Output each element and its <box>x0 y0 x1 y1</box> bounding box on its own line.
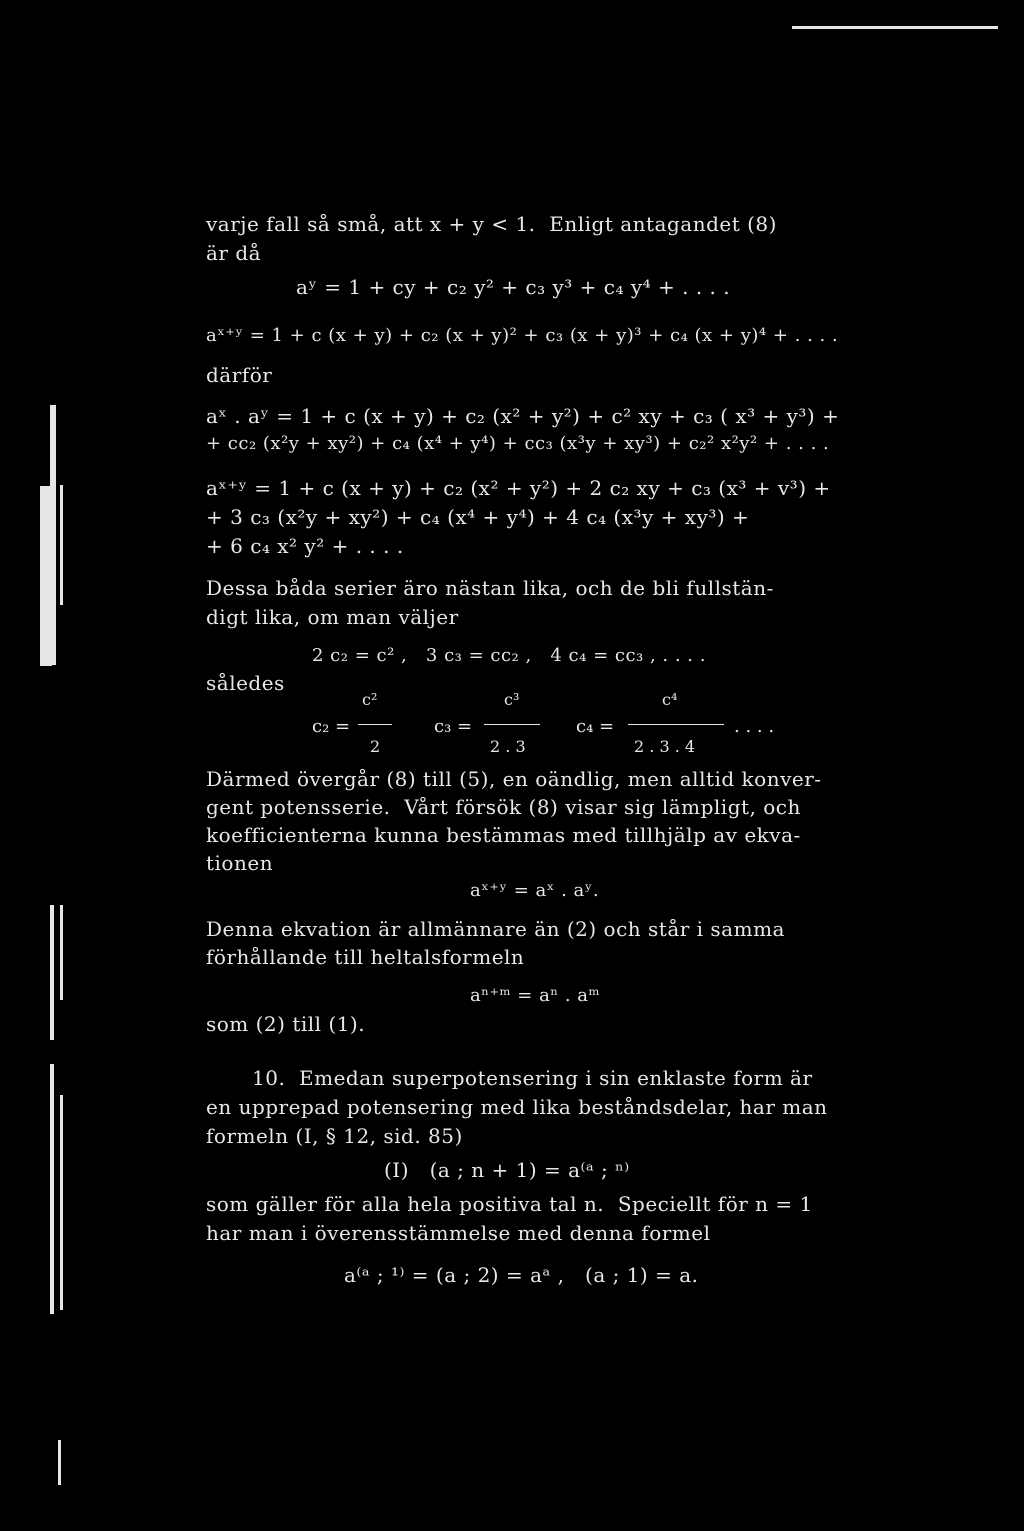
margin-bar-6 <box>50 1064 54 1314</box>
fraction-1-bar <box>358 724 392 725</box>
paragraph-denna-1: Denna ekvation är allmännare än (2) och står i samma <box>206 917 785 941</box>
paragraph-denna-2: förhållande till heltalsformeln <box>206 945 525 969</box>
text-line-1: varje fall så små, att x + y < 1. Enligt antagandet (8) <box>206 212 777 236</box>
text-darfor: därför <box>206 363 273 387</box>
fraction-1-denominator: 2 <box>370 737 381 756</box>
fraction-2-numerator: c³ <box>504 690 520 709</box>
paragraph-darmed-3: koefficienterna kunna bestämmas med tillhjälp av ekva- <box>206 823 801 847</box>
equation-sum-line-3: + 6 c₄ x² y² + . . . . <box>206 534 404 558</box>
equation-special-case: a⁽ᵃ ; ¹⁾ = (a ; 2) = aᵃ , (a ; 1) = a. <box>344 1263 699 1287</box>
paragraph-dessa-2: digt lika, om man väljer <box>206 605 459 629</box>
fraction-3-denominator: 2 . 3 . 4 <box>634 737 696 756</box>
paragraph-darmed-1: Därmed övergår (8) till (5), en oändlig, men alltid konver- <box>206 767 822 791</box>
equation-superpotens: (I) (a ; n + 1) = a⁽ᵃ ; ⁿ⁾ <box>384 1158 630 1182</box>
paragraph-som-1: som gäller för alla hela positiva tal n. Speciellt för n = 1 <box>206 1192 813 1216</box>
fraction-3-bar <box>628 724 724 725</box>
fraction-3-lhs: c₄ = <box>576 716 615 737</box>
equation-product-line-2: + cc₂ (x²y + xy²) + c₄ (x⁴ + y⁴) + cc₃ (x³y + xy³) + c₂² x²y² + . . . . <box>206 433 830 454</box>
text-line-2: är då <box>206 241 262 265</box>
fraction-1-numerator: c² <box>362 690 378 709</box>
paragraph-som-2: har man i överensstämmelse med denna formel <box>206 1221 711 1245</box>
paragraph-darmed-2: gent potensserie. Vårt försök (8) visar sig lämpligt, och <box>206 795 801 819</box>
margin-bar-4 <box>50 905 54 1040</box>
fraction-3-numerator: c⁴ <box>662 690 678 709</box>
equation-sum-line-1: aˣ⁺ʸ = 1 + c (x + y) + c₂ (x² + y²) + 2 c₂ xy + c₃ (x³ + v³) + <box>206 476 831 500</box>
equation-ay: aʸ = 1 + cy + c₂ y² + c₃ y³ + c₄ y⁴ + . . . . <box>296 275 731 299</box>
equation-integer-formula: aⁿ⁺ᵐ = aⁿ . aᵐ <box>470 985 601 1006</box>
margin-bar-5 <box>60 905 63 1000</box>
paragraph-denna-3: som (2) till (1). <box>206 1012 366 1036</box>
paragraph-10-2: en upprepad potensering med lika beståndsdelar, har man <box>206 1095 828 1119</box>
fraction-trailing-dots: . . . . <box>734 716 775 737</box>
equation-ax-plus-y-series: aˣ⁺ʸ = 1 + c (x + y) + c₂ (x + y)² + c₃ (x + y)³ + c₄ (x + y)⁴ + . . . . <box>206 325 839 346</box>
equation-product-line-1: aˣ . aʸ = 1 + c (x + y) + c₂ (x² + y²) + c² xy + c₃ ( x³ + y³) + <box>206 404 840 428</box>
paragraph-darmed-4: tionen <box>206 851 274 875</box>
paragraph-10-1: 10. Emedan superpotensering i sin enklaste form är <box>252 1066 813 1090</box>
equation-functional: aˣ⁺ʸ = aˣ . aʸ. <box>470 880 600 901</box>
paragraph-10-3: formeln (I, § 12, sid. 85) <box>206 1124 463 1148</box>
fraction-2-lhs: c₃ = <box>434 716 473 737</box>
fraction-2-denominator: 2 . 3 <box>490 737 526 756</box>
text-saledes: således <box>206 671 285 695</box>
fraction-2-bar <box>484 724 540 725</box>
equation-coefficients: 2 c₂ = c² , 3 c₃ = cc₂ , 4 c₄ = cc₃ , . . . . <box>312 645 706 666</box>
margin-bar-7 <box>60 1095 63 1310</box>
paragraph-dessa-1: Dessa båda serier äro nästan lika, och de bli fullstän- <box>206 576 774 600</box>
margin-bar-3 <box>60 485 63 605</box>
margin-bar-2 <box>50 405 56 665</box>
top-rule <box>792 26 998 29</box>
equation-sum-line-2: + 3 c₃ (x²y + xy²) + c₄ (x⁴ + y⁴) + 4 c₄ (x³y + xy³) + <box>206 505 750 529</box>
margin-bar-8 <box>58 1440 61 1485</box>
fraction-1-lhs: c₂ = <box>312 716 351 737</box>
